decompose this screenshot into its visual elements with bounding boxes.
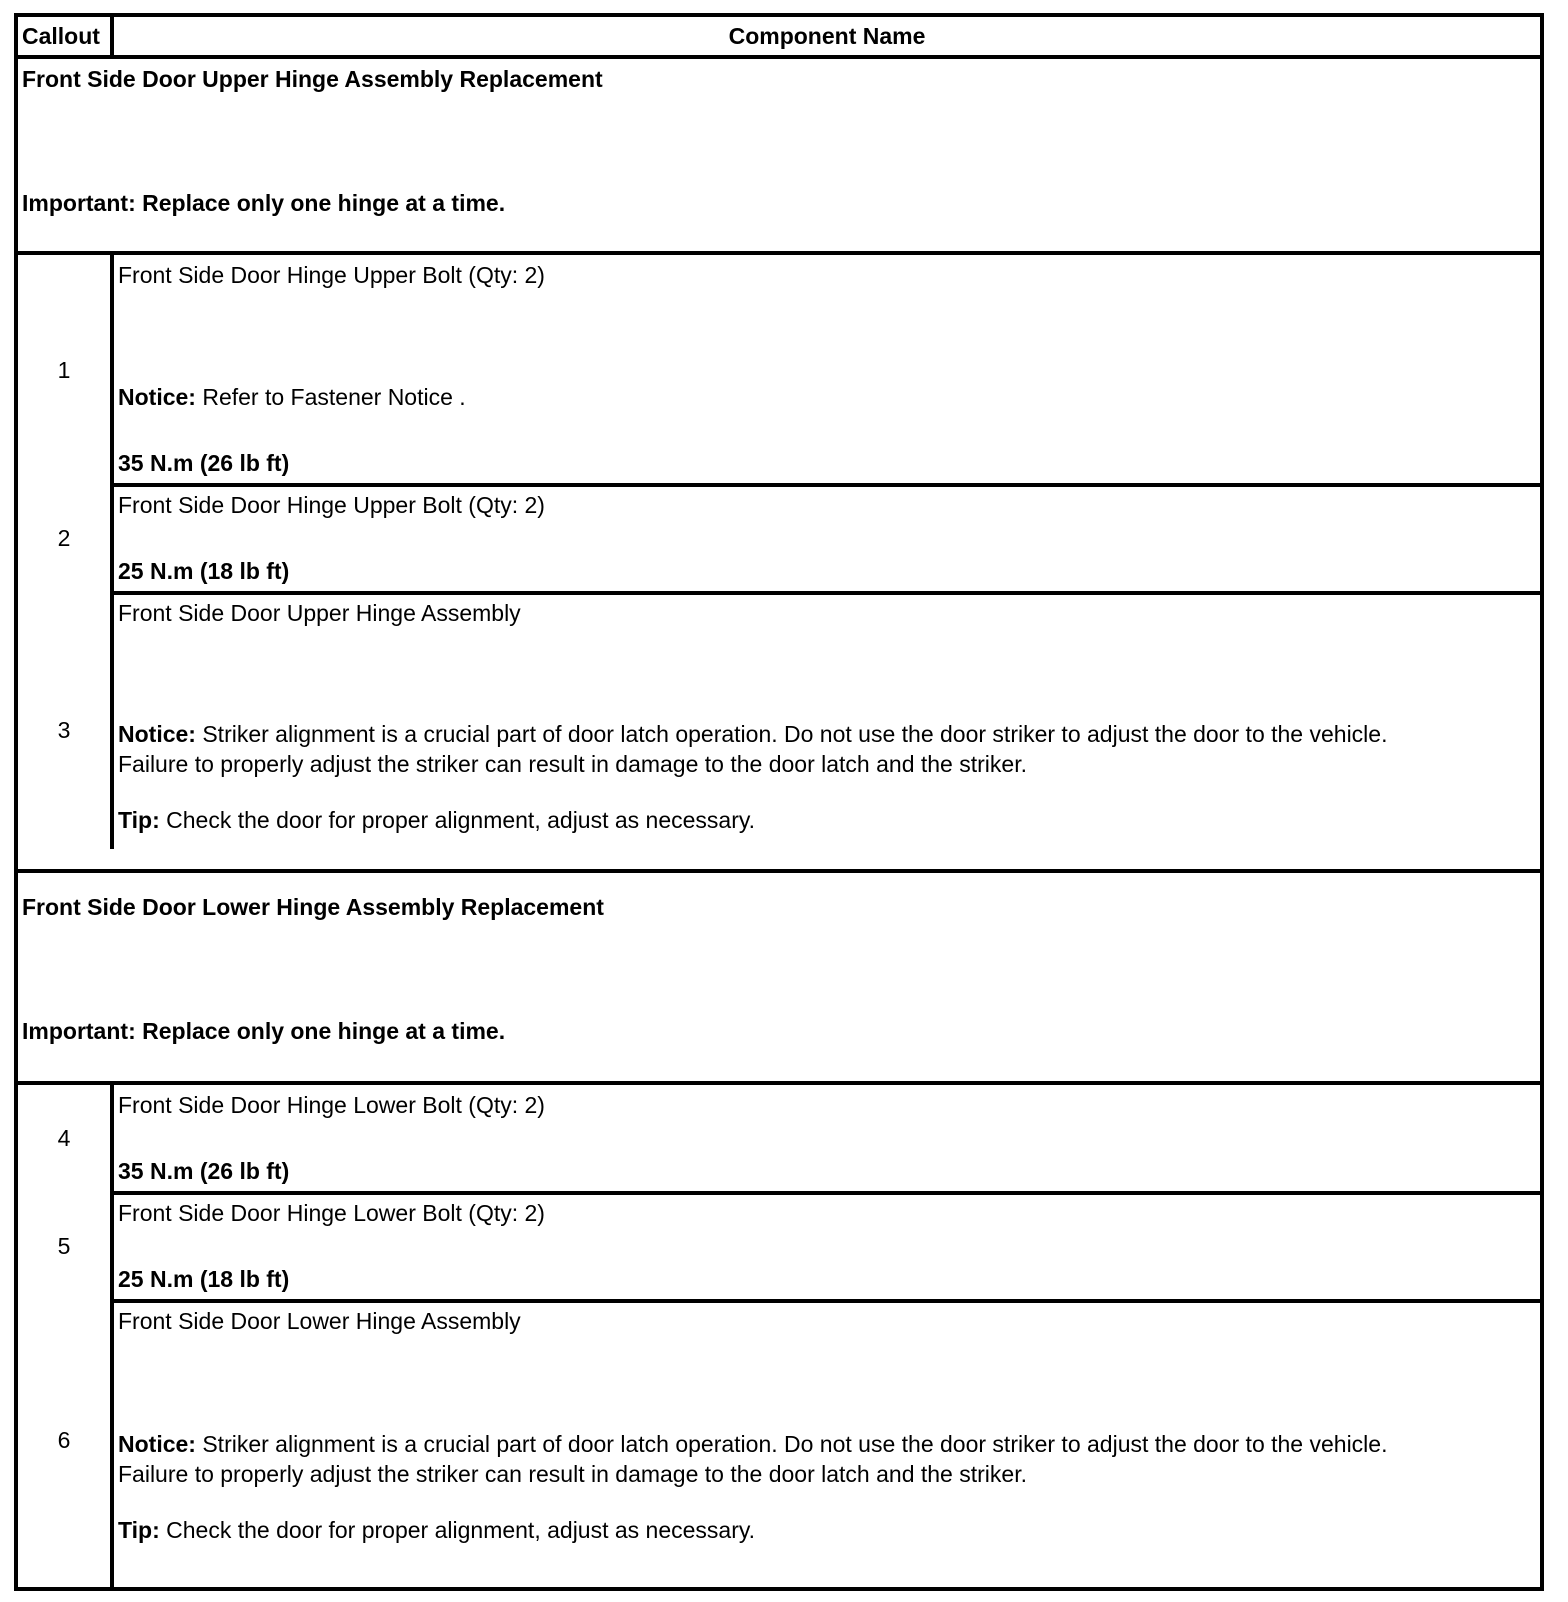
tip-text: Check the door for proper alignment, adjust as necessary. — [159, 807, 756, 833]
row-divider — [18, 251, 1540, 255]
component-name: Front Side Door Hinge Upper Bolt (Qty: 2) — [118, 492, 545, 518]
tip-text: Check the door for proper alignment, adjust as necessary. — [159, 1517, 756, 1543]
tip — [118, 1516, 755, 1545]
notice — [118, 720, 1387, 749]
notice-label: Notice: — [118, 384, 196, 410]
callout-number: 3 — [57, 717, 71, 743]
section-important — [22, 189, 505, 218]
notice-text: Striker alignment is a crucial part of door latch operation. Do not use the door striker to adjust the door to the vehicle. — [195, 721, 1388, 747]
tip-label: Tip: — [118, 807, 160, 833]
notice-text-continued: Failure to properly adjust the striker can result in damage to the door latch and the striker. — [118, 751, 1027, 777]
tip — [118, 806, 755, 835]
important-text: : Replace only one hinge at a time. — [128, 190, 506, 216]
callout-number: 5 — [57, 1233, 71, 1259]
component-name: Front Side Door Hinge Lower Bolt (Qty: 2) — [118, 1092, 545, 1118]
important-label: Important — [22, 1018, 129, 1044]
callout-number: 2 — [57, 525, 71, 551]
torque-spec: 25 N.m (18 lb ft) — [118, 1266, 290, 1292]
component-name: Front Side Door Upper Hinge Assembly — [118, 600, 521, 626]
row-divider — [18, 1081, 1540, 1085]
row-divider — [18, 869, 1540, 873]
section-title: Front Side Door Upper Hinge Assembly Replacement — [22, 66, 603, 92]
torque-spec: 25 N.m (18 lb ft) — [118, 558, 290, 584]
row-divider — [110, 483, 1540, 487]
callout-number: 1 — [57, 357, 71, 383]
section-title: Front Side Door Lower Hinge Assembly Replacement — [22, 894, 604, 920]
column-divider — [110, 1085, 114, 1591]
header-divider — [110, 17, 114, 57]
torque-spec: 35 N.m (26 lb ft) — [118, 1158, 290, 1184]
callout-number: 6 — [57, 1427, 71, 1453]
tip-label: Tip: — [118, 1517, 160, 1543]
notice-label: Notice: — [118, 1431, 196, 1457]
header-callout: Callout — [22, 23, 100, 49]
row-divider — [110, 591, 1540, 595]
notice-text: Striker alignment is a crucial part of door latch operation. Do not use the door striker to adjust the door to the vehicle. — [195, 1431, 1388, 1457]
component-name: Front Side Door Hinge Upper Bolt (Qty: 2) — [118, 262, 545, 288]
notice-label: Notice: — [118, 721, 196, 747]
notice — [118, 1430, 1387, 1459]
notice — [118, 383, 466, 412]
component-name: Front Side Door Lower Hinge Assembly — [118, 1308, 521, 1334]
important-label: Important — [22, 190, 129, 216]
notice-text-continued: Failure to properly adjust the striker can result in damage to the door latch and the striker. — [118, 1461, 1027, 1487]
section-important — [22, 1017, 505, 1046]
component-name: Front Side Door Hinge Lower Bolt (Qty: 2) — [118, 1200, 545, 1226]
header-component-name: Component Name — [728, 23, 926, 49]
row-divider — [110, 1191, 1540, 1195]
row-divider — [110, 1299, 1540, 1303]
notice-text: Refer to Fastener Notice . — [195, 384, 466, 410]
important-text: : Replace only one hinge at a time. — [128, 1018, 506, 1044]
torque-spec: 35 N.m (26 lb ft) — [118, 450, 290, 476]
column-divider — [110, 255, 114, 849]
row-divider — [18, 55, 1540, 59]
callout-number: 4 — [57, 1125, 71, 1151]
component-table — [14, 13, 1544, 1591]
